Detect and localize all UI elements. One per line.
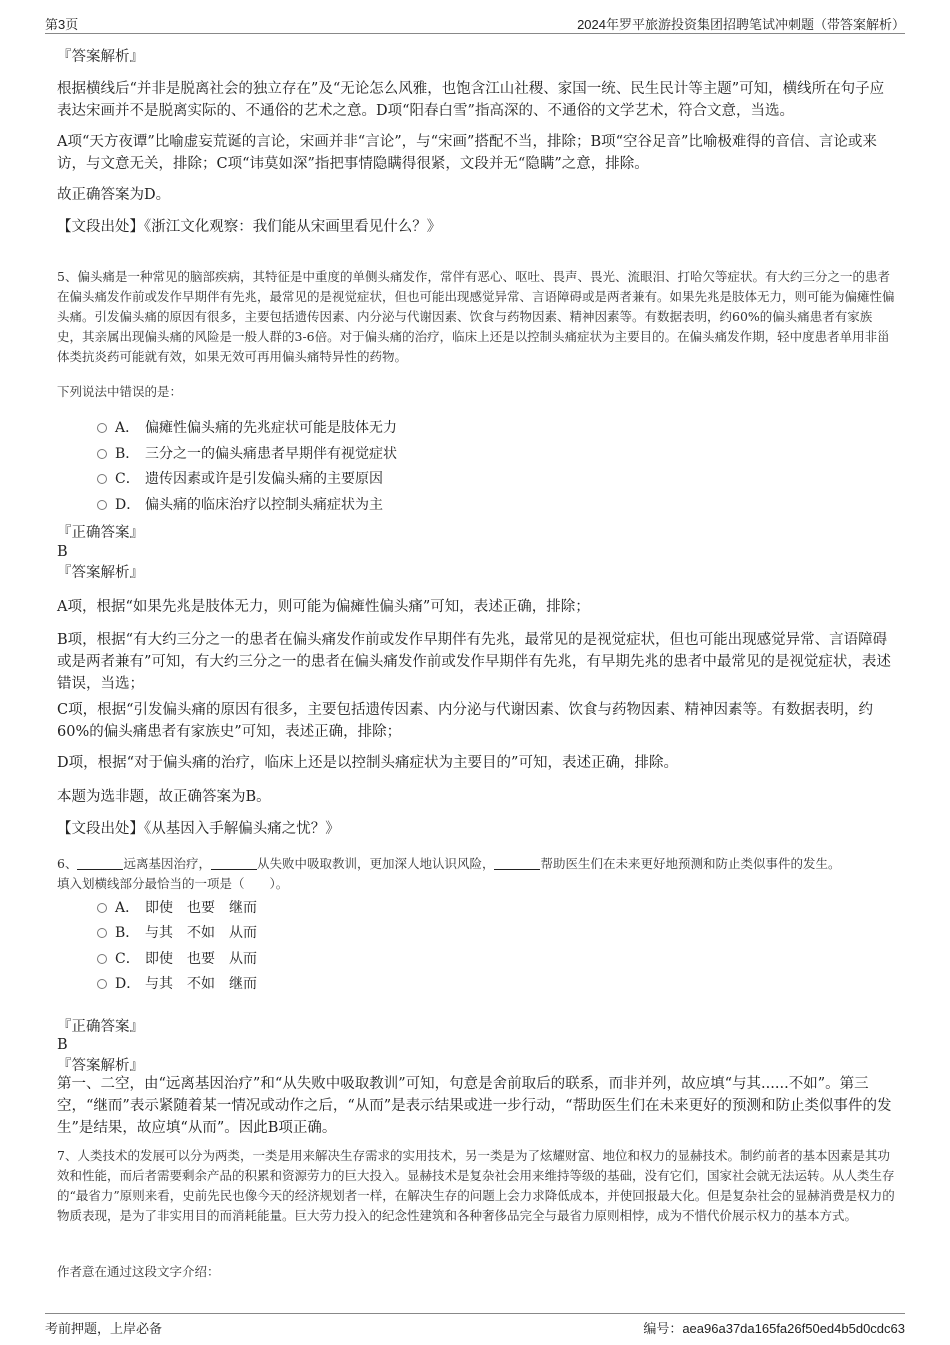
q6-stem: 6、 远离基因治疗， 从失败中吸取教训，更加深人地认识风险， 帮助医生们在未来更好地预测和防止类似事件的发生。 [57,856,841,871]
q6-option-d[interactable]: D． 与其 不如 继而 [97,974,257,994]
q5-analysis-label: 『答案解析』 [57,565,144,581]
q5-option-c[interactable]: C． 遗传因素或许是引发偏头痛的主要原因 [97,469,383,489]
blank-2 [211,856,257,870]
document-id: 编号：aea96a37da165fa26f50ed4b5d0cdc63 [643,1321,905,1336]
q5-conclusion: 本题为选非题，故正确答案为B。 [57,789,271,805]
q6-option-a[interactable]: A． 即使 也要 继而 [97,898,257,918]
radio-icon[interactable] [97,474,107,484]
q4-source: 【文段出处】《浙江文化观察：我们能从宋画里看见什么？》 [57,219,442,235]
page-header [45,10,905,34]
q6-analysis-label: 『答案解析』 [57,1058,144,1074]
q4-analysis-label: 『答案解析』 [57,49,144,65]
radio-icon[interactable] [97,423,107,433]
q5-analysis-a: A项，根据“如果先兆是肢体无力，则可能为偏瘫性偏头痛”可知，表述正确，排除； [57,599,590,615]
footer-slogan: 考前押题，上岸必备 [45,1321,163,1336]
q5-option-d[interactable]: D． 偏头痛的临床治疗以控制头痛症状为主 [97,495,383,515]
radio-icon[interactable] [97,979,107,989]
blank-3 [494,856,540,870]
q4-analysis-p3: 故正确答案为D。 [57,187,171,203]
q7-question: 作者意在通过这段文字介绍： [57,1264,220,1279]
q4-analysis-p1: 根据横线后“并非是脱离社会的独立存在”及“无论怎么风雅，也饱含江山社稷、家国一统、民生民计等主题”可知，横线所在句子应表达宋画并不是脱离实际的、不通俗的艺术之意。D项“阳春白雪”指高深的、不通俗的文学艺术，符合文意，当选。 [57,81,885,119]
radio-icon[interactable] [97,500,107,510]
q5-option-b[interactable]: B． 三分之一的偏头痛患者早期伴有视觉症状 [97,444,397,464]
document-title: 2024年罗平旅游投资集团招聘笔试冲刺题（带答案解析） [577,17,905,32]
q7-stem: 7、人类技术的发展可以分为两类，一类是用来解决生存需求的实用技术，另一类是为了炫耀财富、地位和权力的显赫技术。制约前者的基本因素是其功效和性能，而后者需要剩余产品的积累和资源劳力的巨大投入。显赫技术是复杂社会用来维持等级的基础，没有它们，国家社会就无法运转。从人类生存的“最省力”原则来看，史前先民也像今天的经济规划者一样，在解决生存的问题上会力求降低成本，并使回报最大化。但是复杂社会的显赫消费是权力的物质表现，是为了非实用目的而消耗能量。巨大劳力投入的纪念性建筑和各种奢侈品完全与最省力原则相悖，成为不惜代价展示权力的基本方式。 [57,1148,895,1223]
blank-1 [77,856,123,870]
q5-option-a[interactable]: A． 偏瘫性偏头痛的先兆症状可能是肢体无力 [97,418,397,438]
q6-option-b[interactable]: B． 与其 不如 从而 [97,923,257,943]
q5-analysis-d: D项，根据“对于偏头痛的治疗，临床上还是以控制头痛症状为主要目的”可知，表述正确，排除。 [57,755,678,771]
q5-source: 【文段出处】《从基因入手解偏头痛之忧？》 [57,821,340,837]
page-footer [45,1313,905,1339]
q5-stem: 5、偏头痛是一种常见的脑部疾病，其特征是中重度的单侧头痛发作，常伴有恶心、呕吐、畏声、畏光、流眼泪、打哈欠等症状。有大约三分之一的患者在偏头痛发作前或发作早期伴有先兆，最常见的是视觉症状，但也可能出现感觉异常、言语障碍或是两者兼有。如果先兆是肢体无力，则可能为偏瘫性偏头痛。引发偏头痛的原因有很多，主要包括遗传因素、内分泌与代谢因素、饮食与药物因素、精神因素等。有数据表明，约60%的偏头痛患者有家族史，其亲属出现偏头痛的风险是一般人群的3-6倍。对于偏头痛的治疗，临床上还是以控制头痛症状为主要目的。在偏头痛发作期，轻中度患者单用非甾体类抗炎药可能就有效，如果无效可再用偏头痛特异性的药物。 [57,269,895,364]
radio-icon[interactable] [97,449,107,459]
q5-analysis-b: B项，根据“有大约三分之一的患者在偏头痛发作前或发作早期伴有先兆，最常见的是视觉症状，但也可能出现感觉异常、言语障碍或是两者兼有”可知，有大约三分之一的患者在偏头痛发作前或发作早期伴有先兆，有早期先兆的患者中最常见的是视觉症状，表述错误，当选； [57,632,891,692]
q6-analysis: 第一、二空，由“远离基因治疗”和“从失败中吸取教训”可知，句意是舍前取后的联系，而非并列，故应填“与其......不如”。第三空，“继而”表示紧随着某一情况或动作之后，“从而”是表示结果或进一步行动，“帮助医生们在未来更好的预测和防止类似事件的发生”是结果，故应填“从而”。因此B项正确。 [57,1076,892,1136]
q6-correct-answer: B [57,1037,68,1053]
q5-correct-label: 『正确答案』 [57,525,144,541]
radio-icon[interactable] [97,903,107,913]
q6-option-c[interactable]: C． 即使 也要 从而 [97,949,257,969]
page-number: 第3页 [45,17,79,32]
q5-analysis-c: C项，根据“引发偏头痛的原因有很多，主要包括遗传因素、内分泌与代谢因素、饮食与药物因素、精神因素等。有数据表明，约60%的偏头痛患者有家族史”可知，表述正确，排除； [57,702,874,740]
radio-icon[interactable] [97,954,107,964]
q5-question: 下列说法中错误的是： [57,384,183,399]
q4-analysis-p2: A项“天方夜谭”比喻虚妄荒诞的言论，宋画并非“言论”，与“宋画”搭配不当，排除；B项“空谷足音”比喻极难得的音信、言论或来访，与文意无关，排除；C项“讳莫如深”指把事情隐瞒得很紧，文段并无“隐瞒”之意，排除。 [57,134,877,172]
q6-question: 填入划横线部分最恰当的一项是（ ）。 [57,876,289,891]
radio-icon[interactable] [97,928,107,938]
q6-correct-label: 『正确答案』 [57,1019,144,1035]
q5-correct-answer: B [57,544,68,560]
